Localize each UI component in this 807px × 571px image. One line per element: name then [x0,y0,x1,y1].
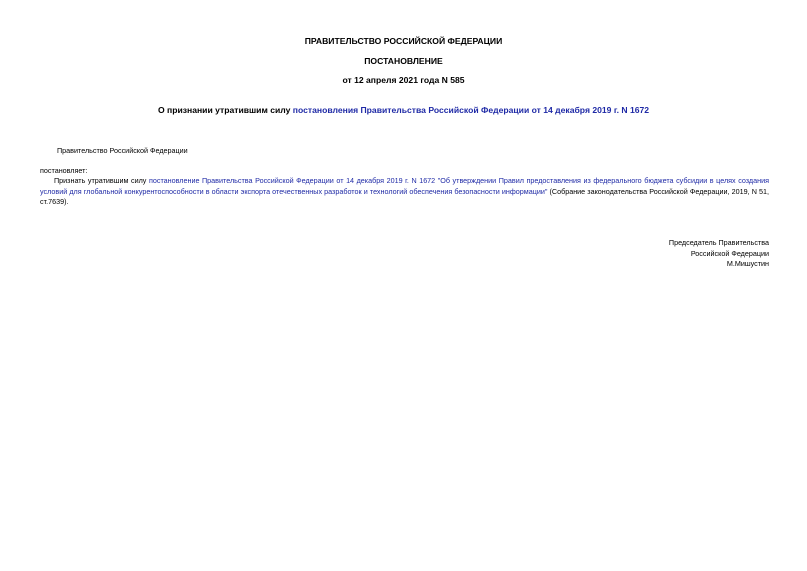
signature-block [669,238,769,270]
title-link[interactable]: постановления Правительства Российской Федерации от 14 декабря 2019 г. N 1672 [292,105,650,115]
issuing-authority: ПРАВИТЕЛЬСТВО РОССИЙСКОЙ ФЕДЕРАЦИИ [304,36,503,46]
main-paragraph [40,176,769,208]
paragraph-suffix: (Собрание законодательства Российской Федерации, 2019, N 51, ст.7639). [40,186,769,206]
signature-position: Председатель Правительства [668,238,769,247]
paragraph-prefix: Признать утратившим силу [54,176,149,185]
document-title [0,105,807,116]
document-type: ПОСТАНОВЛЕНИЕ [364,56,443,66]
document-date-number: от 12 апреля 2021 года N 585 [342,75,465,85]
signature-name: М.Мишустин [726,259,769,269]
intro-text: Правительство Российской Федерации [57,146,188,155]
paragraph-link[interactable]: постановление Правительства Российской Федерации от 14 декабря 2019 г. N 1672 "Об утверждении Правил предоставления из федерального бюджета субсидии в целях создания условий для глобальной конкурентоспособности в области экспорта отечественных разработок и технологий обеспечения безопасности информации" [40,176,769,196]
signature-organization: Российской Федерации [690,248,769,258]
resolves-text: постановляет: [40,166,88,175]
title-prefix: О признании утратившим силу [157,105,293,115]
